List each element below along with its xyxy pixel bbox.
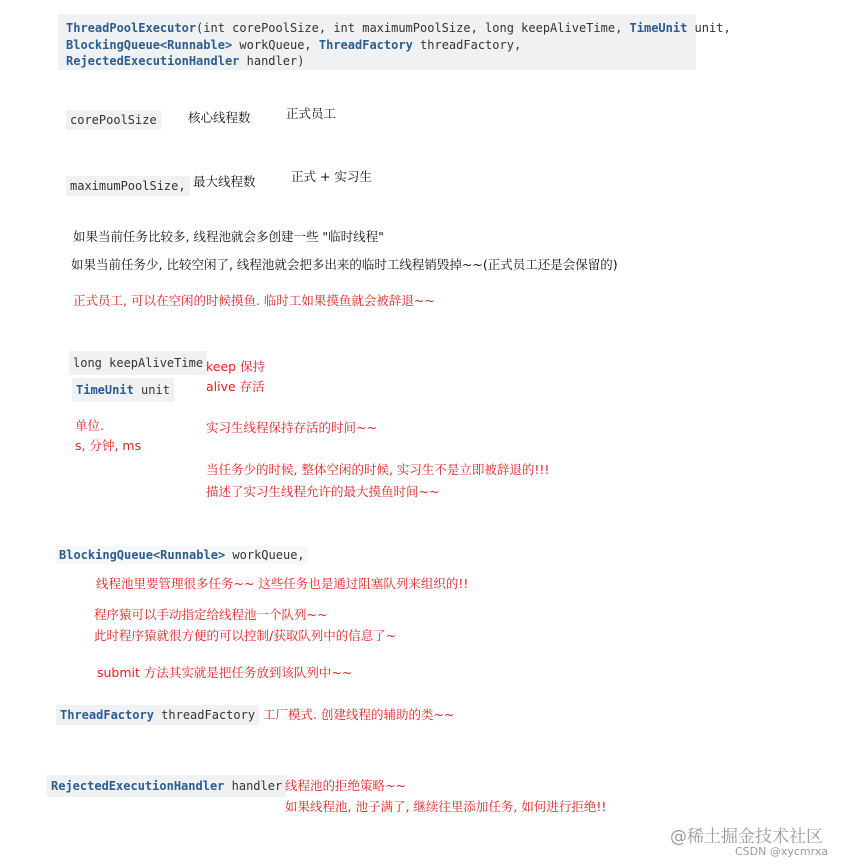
handler-line-2: 如果线程池, 池子满了, 继续往里添加任务, 如何进行拒绝!! bbox=[285, 799, 607, 814]
max-pool-size-note: 正式 + 实习生 bbox=[291, 169, 372, 184]
timeunit-type: TimeUnit bbox=[629, 21, 688, 35]
explain-red-line: 正式员工, 可以在空闲的时候摸鱼. 临时工如果摸鱼就会被辞退~~ bbox=[73, 293, 435, 308]
time-unit-code: TimeUnit unit bbox=[72, 378, 174, 402]
keep-alive-desc-2: 当任务少的时候, 整体空闲的时候, 实习生不是立即被辞退的!!! bbox=[206, 462, 550, 477]
factory-type: ThreadFactory bbox=[318, 37, 413, 52]
queue-line-4: submit 方法其实就是把任务放到该队列中~~ bbox=[97, 665, 353, 680]
max-pool-size-code: maximumPoolSize, bbox=[66, 176, 190, 196]
class-name: ThreadPoolExecutor bbox=[66, 21, 197, 35]
unit-label: 单位. bbox=[75, 418, 104, 433]
queue-type: BlockingQueue<Runnable> bbox=[66, 37, 233, 52]
core-pool-size-note: 正式员工 bbox=[286, 106, 337, 121]
explain-line-2: 如果当前任务少, 比较空闲了, 线程池就会把多出来的临时工线程销毁掉~~(正式员工还是会保留的) bbox=[71, 257, 618, 272]
queue-line-3: 此时程序猿就很方便的可以控制/获取队列中的信息了~ bbox=[94, 628, 397, 643]
queue-line-2: 程序猿可以手动指定给线程池一个队列~~ bbox=[94, 607, 328, 622]
signature-line-3: RejectedExecutionHandler handler) bbox=[66, 54, 305, 68]
unit-examples: s, 分钟, ms bbox=[75, 438, 142, 453]
max-pool-size-label: 最大线程数 bbox=[193, 174, 256, 189]
rejected-handler-code: RejectedExecutionHandler handler bbox=[47, 775, 286, 797]
keep-note: keep 保持 bbox=[206, 359, 266, 374]
keep-alive-desc-3: 描述了实习生线程允许的最大摸鱼时间~~ bbox=[206, 484, 440, 499]
core-pool-size-label: 核心线程数 bbox=[188, 110, 251, 125]
queue-line-1: 线程池里要管理很多任务~~ 这些任务也是通过阻塞队列来组织的!! bbox=[96, 576, 469, 591]
handler-type: RejectedExecutionHandler bbox=[66, 54, 240, 68]
constructor-signature bbox=[58, 14, 731, 70]
signature-line-1: ThreadPoolExecutor(int corePoolSize, int maximumPoolSize, long keepAliveTime, TimeUnit unit, bbox=[66, 21, 731, 35]
watermark-juejin: @稀土掘金技术社区 bbox=[670, 827, 823, 847]
thread-factory-desc: 工厂模式. 创建线程的辅助的类~~ bbox=[263, 707, 455, 722]
thread-factory-code: ThreadFactory threadFactory bbox=[56, 705, 259, 725]
handler-line-1: 线程池的拒绝策略~~ bbox=[285, 778, 406, 793]
watermark-csdn: CSDN @xycmrxa bbox=[735, 845, 829, 858]
alive-note: alive 存活 bbox=[206, 379, 265, 394]
signature-line-2: BlockingQueue<Runnable> workQueue, ThreadFactory threadFactory, bbox=[66, 37, 522, 52]
work-queue-code: BlockingQueue<Runnable> workQueue, bbox=[56, 546, 308, 564]
core-pool-size-code: corePoolSize bbox=[66, 110, 161, 130]
keep-alive-time-code: long keepAliveTime bbox=[69, 351, 207, 375]
explain-line-1: 如果当前任务比较多, 线程池就会多创建一些 "临时线程" bbox=[73, 229, 384, 244]
keep-alive-desc-1: 实习生线程保持存活的时间~~ bbox=[206, 420, 377, 435]
